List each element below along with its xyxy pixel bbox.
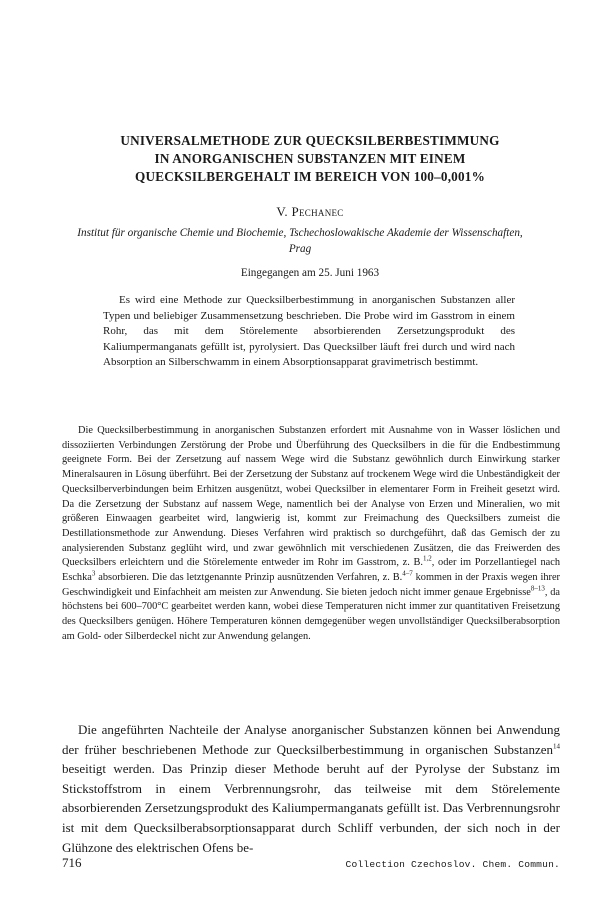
page-footer — [62, 855, 560, 873]
citation-4-7: 4–7 — [402, 569, 413, 578]
journal-name: Collection Czechoslov. Chem. Commun. — [345, 859, 560, 870]
citation-1-2: 1,2 — [423, 554, 432, 563]
affiliation-line-1: Institut für organische Chemie und Biochemie, Tschechoslowakische Akademie der Wissenschaften, — [77, 227, 523, 239]
para1-text-5: , da höchstens bei 600–700°C gearbeitet werden kann, wobei diese Temperaturen nicht immer zur quantitativen Freisetzung des Quecksilbers genügen. Höhere Temperaturen können demgegenüber wegen unvollständiger Quecksilberabsorption am Gold- oder Silberdeckel nicht zur Anwendung gelangen. — [62, 586, 561, 642]
body-paragraph-1 — [62, 424, 560, 645]
para1-text-1: Die Quecksilberbestimmung in anorganischen Substanzen erfordert mit Ausnahme von in Wasser löslichen und dissoziierten Verbindungen Zerstörung der Probe und Überführung des Quecksilbers in die für die Endbestimmung geeignete Form. Bei der Zersetzung auf nassem Wege wird die Substanz gewöhnlich durch Einwirkung starker Mineralsauren in Lösung überführt. Bei der Zersetzung der Substanz auf trockenem Wege wird die Unbeständigkeit der Quecksilberverbindungen beim Erhitzen ausgenützt, wobei Quecksilber in elementarer Form in Freiheit gesetzt wird. Da die Zersetzung der Substanz auf nassem Wege, namentlich bei der Analyse von Erzen und Mineralien, wo mit größeren Einwaagen gearbeitet wird, langwierig ist, kommt zur Freimachung des Quecksilbers zumeist die Destillationsmethode zur Anwendung. Dieses Verfahren wird praktisch so durchgeführt, daß das Gemisch der zu analysierenden Substanz geglüht wird, und zwar gewöhnlich mit verschiedenen Zusätzen, die das Freiwerden des Quecksilbers erleichtern und die Störelemente entweder im Rohr im Gasstrom, z. B. — [62, 425, 560, 569]
para2-text-2: beseitigt werden. Das Prinzip dieser Methode beruht auf der Pyrolyse der Substanz im Stickstoffstrom in einem Verbrennungsrohr, das teilweise mit dem Störelemente absorbierenden Zersetzungsprodukt des Kaliumpermanganats gefüllt ist. Das Verbrennungsrohr ist mit dem Quecksilberabsorptionsapparat durch Schliff verbunden, der sich noch in der Glühzone des elektrischen Ofens be- — [62, 761, 560, 855]
abstract: Es wird eine Methode zur Quecksilberbestimmung in anorganischen Substanzen aller Typen und beliebiger Zusammensetzung beschrieben. Die Probe wird im Gasstrom in einem Rohr, das mit dem Störelemente absorbierenden Zersetzungsprodukt des Kaliumpermanganats gefüllt ist, pyrolysiert. Das Quecksilber läuft frei durch und wird nach Absorption an Silberschwamm in einem Absorptionsapparat gravimetrisch bestimmt. — [103, 294, 515, 369]
author — [60, 204, 560, 220]
affiliation-line-2: Prag — [288, 243, 312, 255]
para2-text-1: Die angeführten Nachteile der Analyse anorganischer Substanzen können bei Anwendung der früher beschriebenen Methode zur Quecksilberbestimmung in organischen Substanzen — [62, 722, 560, 757]
para1-text-2: , oder im Porzellantiegel nach Eschka — [62, 557, 561, 584]
author-initial: V. — [276, 204, 292, 219]
body-paragraph-2 — [62, 720, 560, 857]
article-title — [60, 132, 560, 186]
para1-text-4: kommen in der Praxis wegen ihrer Geschwindigkeit und Einfachheit am meisten zur Anwendung. Sie bieten jedoch nicht immer genaue Ergebnisse — [62, 572, 560, 598]
received-date: Eingegangen am 25. Juni 1963 — [240, 267, 380, 279]
citation-3: 3 — [91, 569, 96, 578]
citation-14: 14 — [553, 742, 560, 751]
citation-8-13: 8–13 — [530, 584, 545, 593]
page-number: 716 — [62, 855, 82, 870]
title-line-1: UNIVERSALMETHODE ZUR QUECKSILBERBESTIMMUNG — [120, 133, 500, 148]
para1-text-3: absorbieren. Die das letztgenannte Prinzip ausnützenden Verfahren, z. B. — [95, 572, 403, 584]
author-surname: Pechanec — [291, 204, 344, 219]
affiliation — [40, 225, 560, 257]
title-line-2: IN ANORGANISCHEN SUBSTANZEN MIT EINEM — [154, 151, 466, 166]
title-line-3: QUECKSILBERGEHALT IM BEREICH VON 100–0,001% — [135, 169, 485, 184]
